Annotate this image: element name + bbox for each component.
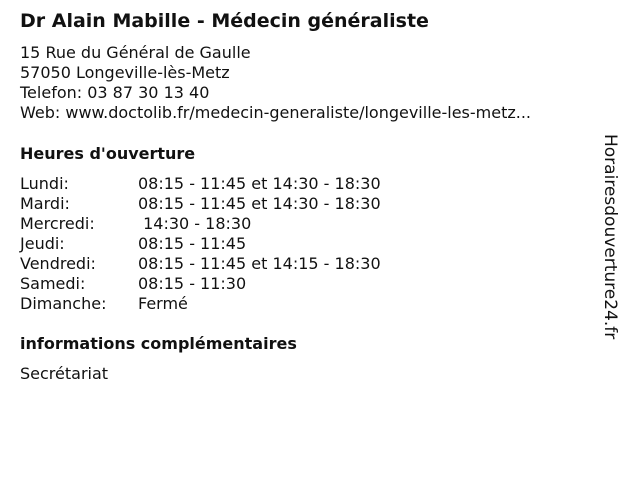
hours-day: Dimanche: (20, 294, 107, 313)
address-city: 57050 Longeville-lès-Metz (20, 63, 230, 82)
hours-day: Samedi: (20, 274, 86, 293)
phone-number: Telefon: 03 87 30 13 40 (20, 83, 210, 102)
address-street: 15 Rue du Général de Gaulle (20, 43, 251, 62)
hours-time: 08:15 - 11:45 et 14:15 - 18:30 (138, 254, 381, 273)
hours-time: 14:30 - 18:30 (138, 214, 252, 233)
page-title: Dr Alain Mabille - Médecin généraliste (20, 10, 429, 32)
website-link[interactable]: Web: www.doctolib.fr/medecin-generaliste/longeville-les-metz... (20, 103, 532, 122)
site-watermark: Horairesdouverture24.fr (600, 134, 620, 340)
contact-info (20, 43, 531, 123)
additional-info-text: Secrétariat (20, 364, 109, 383)
additional-info-heading: informations complémentaires (20, 334, 297, 353)
hours-time: 08:15 - 11:45 et 14:30 - 18:30 (138, 174, 381, 193)
hours-day: Jeudi: (20, 234, 65, 253)
opening-hours-heading: Heures d'ouverture (20, 144, 196, 163)
hours-day: Mardi: (20, 194, 70, 213)
hours-day: Lundi: (20, 174, 69, 193)
hours-time: 08:15 - 11:45 (138, 234, 247, 253)
hours-day: Vendredi: (20, 254, 96, 273)
hours-time: 08:15 - 11:30 (138, 274, 247, 293)
hours-day: Mercredi: (20, 214, 95, 233)
hours-time: 08:15 - 11:45 et 14:30 - 18:30 (138, 194, 381, 213)
hours-time: Fermé (138, 294, 188, 313)
